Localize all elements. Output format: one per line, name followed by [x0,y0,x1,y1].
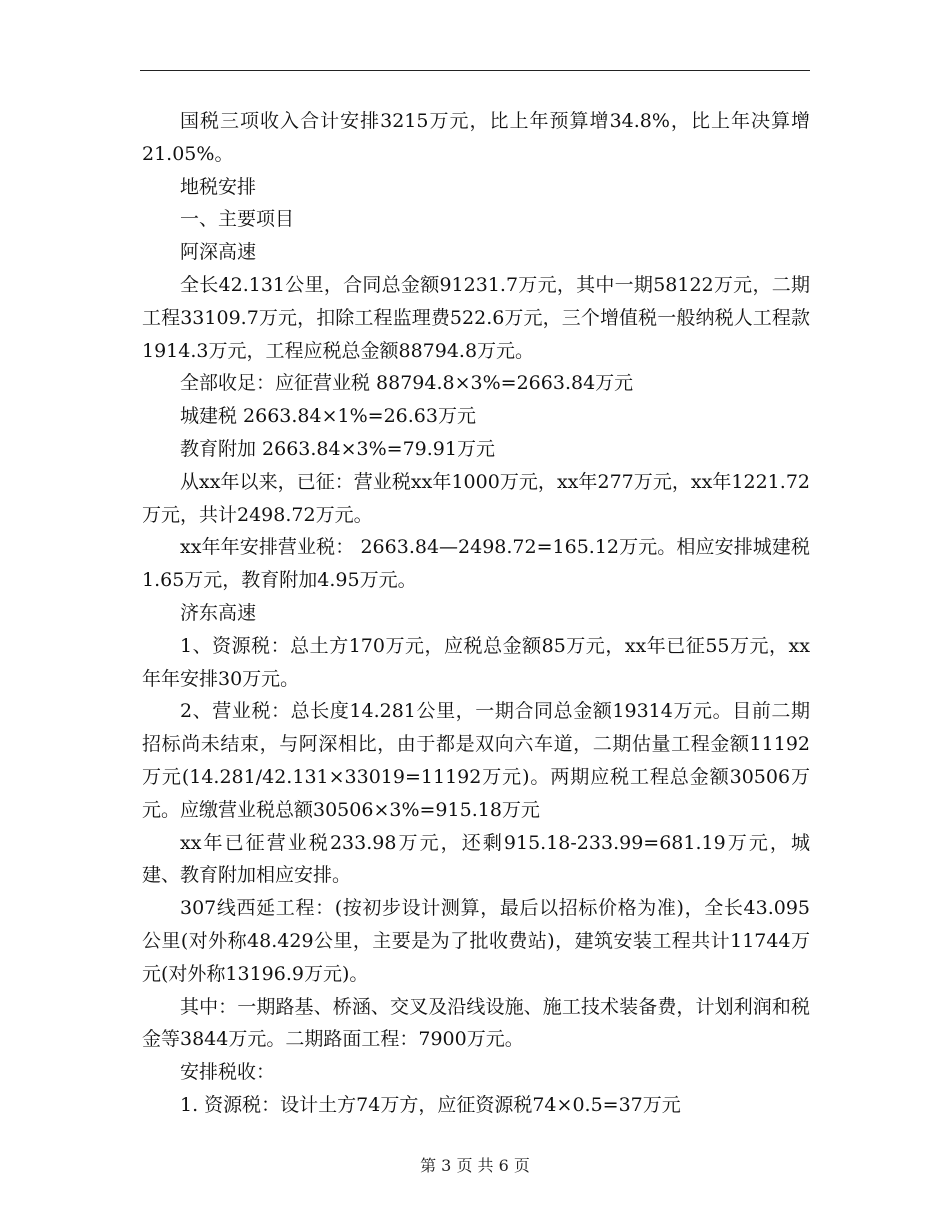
paragraph: 济东高速 [180,601,257,624]
document-body [142,105,810,1122]
paragraph: 安排税收： [180,1061,276,1084]
paragraph: 阿深高速 [180,241,257,264]
paragraph: 从xx年以来，已征：营业税xx年1000万元，xx年277万元，xx年1221.72万元，共计2498.72万元。 [142,470,810,526]
paragraph: 307线西延工程：(按初步设计测算，最后以招标价格为准)，全长43.095公里(对外称48.429公里，主要是为了批收费站)，建筑安装工程共计11744万元(对外称13196.9万元)。 [142,897,810,985]
paragraph: 城建税 2663.84×1%=26.63万元 [180,405,476,428]
page-number: 第 3 页 共 6 页 [420,1156,530,1175]
paragraph: 全长42.131公里，合同总金额91231.7万元，其中一期58122万元，二期工程33109.7万元，扣除工程监理费522.6万元，三个增值税一般纳税人工程款1914.3万元，工程应税总金额88794.8万元。 [142,273,810,362]
paragraph: xx年已征营业税233.98万元，还剩915.18-233.99=681.19万元，城建、教育附加相应安排。 [142,831,810,887]
paragraph: 一、主要项目 [180,208,295,231]
paragraph: 1、资源税：总土方170万元，应税总金额85万元，xx年已征55万元，xx年年安排30万元。 [142,634,810,690]
paragraph: xx年年安排营业税： 2663.84—2498.72=165.12万元。相应安排城建税1.65万元，教育附加4.95万元。 [142,536,810,592]
paragraph: 2、营业税：总长度14.281公里，一期合同总金额19314万元。目前二期招标尚未结束，与阿深相比，由于都是双向六车道，二期估量工程金额11192万元(14.281/42.131×33019=11192万元)。两期应税工程总金额30506万元。应缴营业税总额30506×3%=915.18万元 [142,700,810,821]
header-rule [140,70,810,71]
paragraph: 教育附加 2663.84×3%=79.91万元 [180,437,495,460]
paragraph: 其中：一期路基、桥涵、交叉及沿线设施、施工技术装备费，计划利润和税金等3844万元。二期路面工程：7900万元。 [142,995,810,1051]
paragraph: 国税三项收入合计安排3215万元，比上年预算增34.8%，比上年决算增21.05%。 [142,110,810,165]
paragraph: 1. 资源税：设计土方74万方，应征资源税74×0.5=37万元 [180,1093,681,1116]
paragraph: 全部收足：应征营业税 88794.8×3%=2663.84万元 [180,372,634,395]
paragraph: 地税安排 [180,175,257,198]
